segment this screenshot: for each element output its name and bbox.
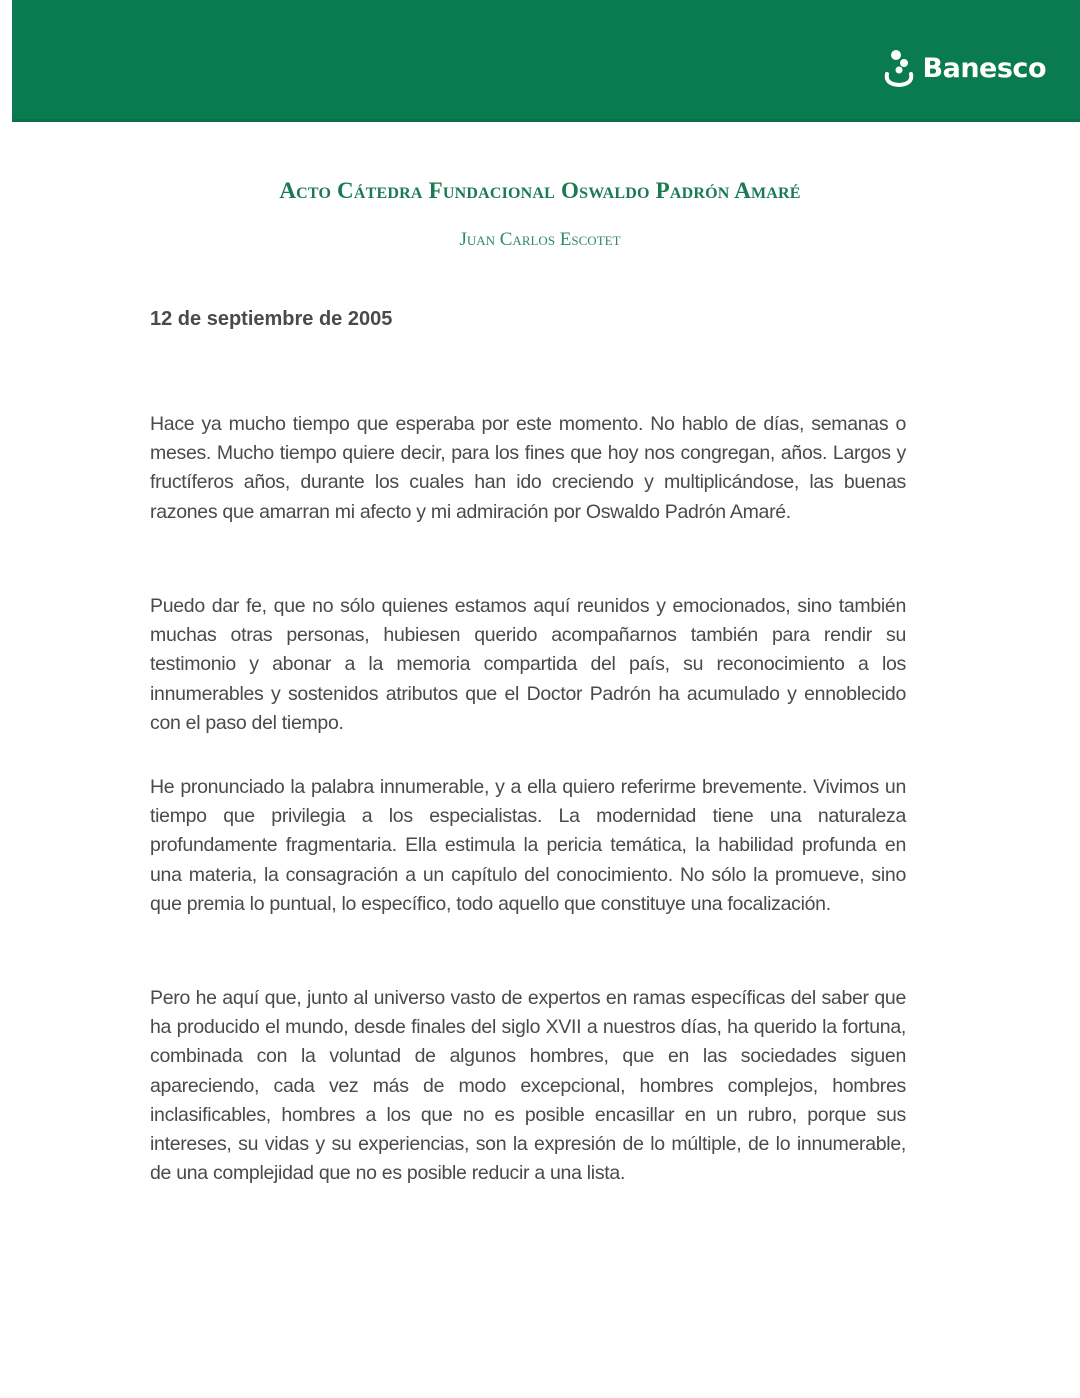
banesco-people-icon [883, 48, 919, 88]
document-author: Juan Carlos Escotet [459, 229, 621, 250]
paragraph-text: He pronunciado la palabra innumerable, y a ella quiero referirme brevemente. Vivimos un tiempo que privilegia a los especialistas. La modernidad tiene una naturaleza profundamente fragmentaria. Ella estimula la pericia temática, la habilidad profunda en una materia, la consagración a un capítulo del conocimiento. No sólo la promueve, sino que premia lo puntual, lo específico, todo aquello que constituye una focalización. [150, 776, 906, 915]
paragraph-text: Pero he aquí que, junto al universo vasto de expertos en ramas específicas del saber que ha producido el mundo, desde finales del siglo XVII a nuestros días, ha querido la fortuna, combinada con la voluntad de algunos hombres, que en las sociedades siguen apareciendo, cada vez más de modo excepcional, hombres complejos, hombres inclasificables, hombres a los que no es posible encasillar en un rubro, porque sus intereses, su vidas y su experiencias, son la expresión de lo múltiple, de lo innumerable, de una complejidad que no es posible reducir a una lista. [150, 987, 906, 1185]
document-date: 12 de septiembre de 2005 [150, 308, 393, 330]
paragraph-1 [150, 410, 906, 527]
brand-name: Banesco [922, 52, 1046, 84]
brand-logo [883, 48, 1046, 88]
header-band [12, 0, 1080, 122]
document-title: Acto Cátedra Fundacional Oswaldo Padrón Amaré [279, 178, 801, 203]
paragraph-text: Hace ya mucho tiempo que esperaba por este momento. No hablo de días, semanas o meses. Mucho tiempo quiere decir, para los fines que hoy nos congregan, años. Largos y fructíferos años, durante los cuales han ido creciendo y multiplicándose, las buenas razones que amarran mi afecto y mi admiración por Oswaldo Padrón Amaré. [150, 413, 906, 523]
paragraph-3 [150, 773, 906, 919]
paragraph-text: Puedo dar fe, que no sólo quienes estamos aquí reunidos y emocionados, sino también muchas otras personas, hubiesen querido acompañarnos también para rendir su testimonio y abonar a la memoria compartida del país, su reconocimiento a los innumerables y sostenidos atributos que el Doctor Padrón ha acumulado y ennoblecido con el paso del tiempo. [150, 595, 906, 734]
paragraph-4 [150, 984, 906, 1188]
paragraph-2 [150, 592, 906, 738]
